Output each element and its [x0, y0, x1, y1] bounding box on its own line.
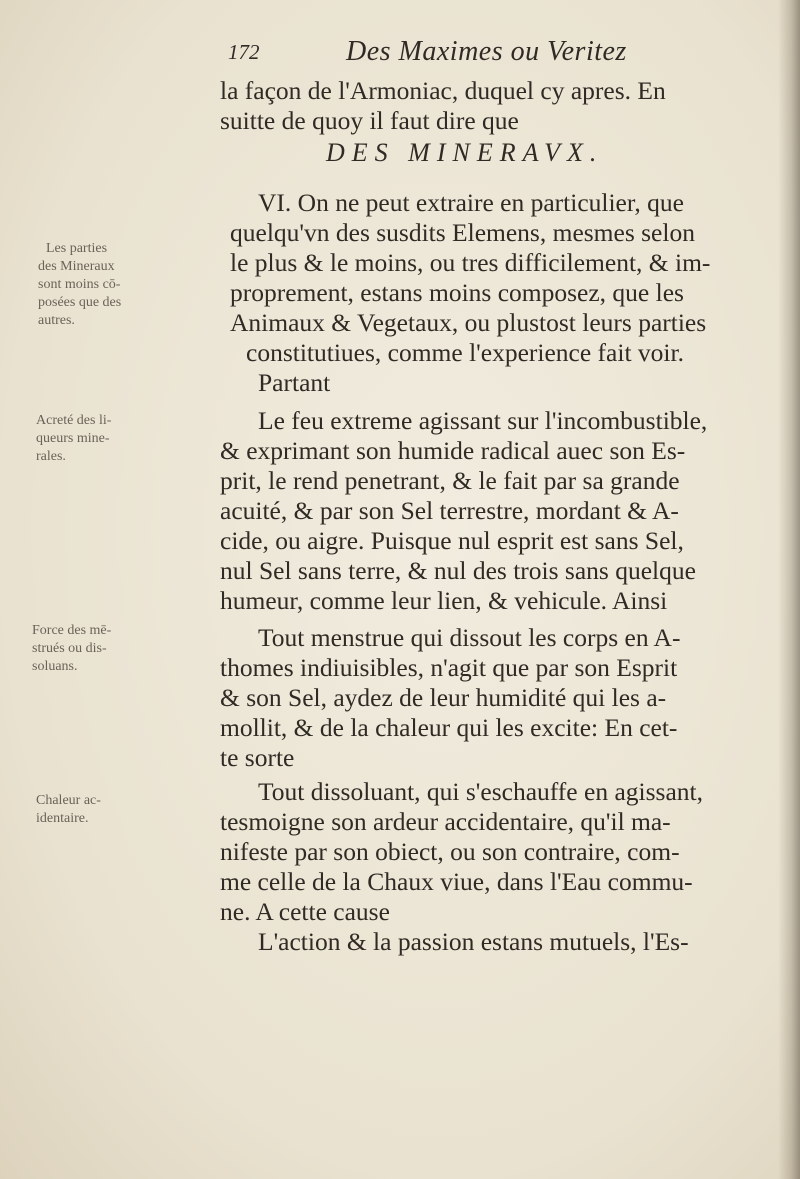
- margin-note-line: strués ou dis-: [32, 641, 107, 656]
- text-line: nul Sel sans terre, & nul des trois sans quelque: [220, 556, 696, 585]
- page-number: 172: [228, 40, 260, 64]
- margin-note-line: sont moins cō-: [38, 277, 121, 292]
- margin-note-chaleur: [36, 792, 156, 828]
- text-line: nifeste par son obiect, ou son contraire, com-: [220, 837, 680, 866]
- text-line: constitutiues, comme l'experience fait voir.: [246, 338, 684, 367]
- margin-note-force-menstrues: [32, 622, 152, 676]
- text-line: mollit, & de la chaleur qui les excite: En cet-: [220, 713, 678, 742]
- margin-note-line: soluans.: [32, 659, 78, 674]
- text-line: Animaux & Vegetaux, ou plustost leurs parties: [230, 308, 707, 337]
- text-line: suitte de quoy il faut dire que: [220, 106, 519, 135]
- margin-note-line: Chaleur ac-: [36, 793, 101, 808]
- text-line: te sorte: [220, 743, 295, 772]
- text-line: la façon de l'Armoniac, duquel cy apres. En: [220, 76, 666, 105]
- text-line: le plus & le moins, ou tres difficilement, & im-: [230, 248, 711, 277]
- margin-note-line: autres.: [38, 313, 75, 328]
- margin-note-line: posées que des: [38, 295, 122, 310]
- text-line: & exprimant son humide radical auec son Es-: [220, 436, 686, 465]
- margin-note-mineral-parts: [38, 240, 158, 330]
- margin-note-line: rales.: [36, 449, 66, 464]
- text-line: Tout menstrue qui dissout les corps en A-: [258, 623, 681, 652]
- text-line: me celle de la Chaux viue, dans l'Eau commu-: [220, 867, 693, 896]
- margin-note-acrete: [36, 412, 156, 466]
- page-edge-shadow: [778, 0, 800, 1179]
- text-line: Tout dissoluant, qui s'eschauffe en agissant,: [258, 777, 703, 806]
- text-line: Le feu extreme agissant sur l'incombustible,: [258, 406, 708, 435]
- margin-note-line: Force des mē-: [32, 623, 112, 638]
- text-line: proprement, estans moins composez, que les: [230, 278, 684, 307]
- text-line: thomes indiuisibles, n'agit que par son Esprit: [220, 653, 678, 682]
- text-line: humeur, comme leur lien, & vehicule. Ainsi: [220, 586, 668, 615]
- text-line: prit, le rend penetrant, & le fait par sa grande: [220, 466, 680, 495]
- text-line: cide, ou aigre. Puisque nul esprit est sans Sel,: [220, 526, 684, 555]
- text-line: acuité, & par son Sel terrestre, mordant & A-: [220, 496, 679, 525]
- margin-note-line: Les parties: [46, 241, 108, 256]
- text-line: Partant: [258, 368, 331, 397]
- section-heading: DES MINERAVX.: [326, 138, 604, 167]
- page-header: [228, 36, 740, 68]
- text-line: quelqu'vn des susdits Elemens, mesmes selon: [230, 218, 695, 247]
- text-line: ne. A cette cause: [220, 897, 390, 926]
- text-line: & son Sel, aydez de leur humidité qui les a-: [220, 683, 667, 712]
- margin-note-line: des Mineraux: [38, 259, 115, 274]
- text-line: L'action & la passion estans mutuels, l'Es-: [258, 927, 689, 956]
- running-title: Des Maximes ou Veritez: [346, 36, 627, 67]
- margin-note-line: queurs mine-: [36, 431, 110, 446]
- text-line: tesmoigne son ardeur accidentaire, qu'il ma-: [220, 807, 671, 836]
- margin-note-line: Acreté des li-: [36, 413, 112, 428]
- margin-note-line: identaire.: [36, 811, 89, 826]
- text-line: VI. On ne peut extraire en particulier, que: [258, 188, 684, 217]
